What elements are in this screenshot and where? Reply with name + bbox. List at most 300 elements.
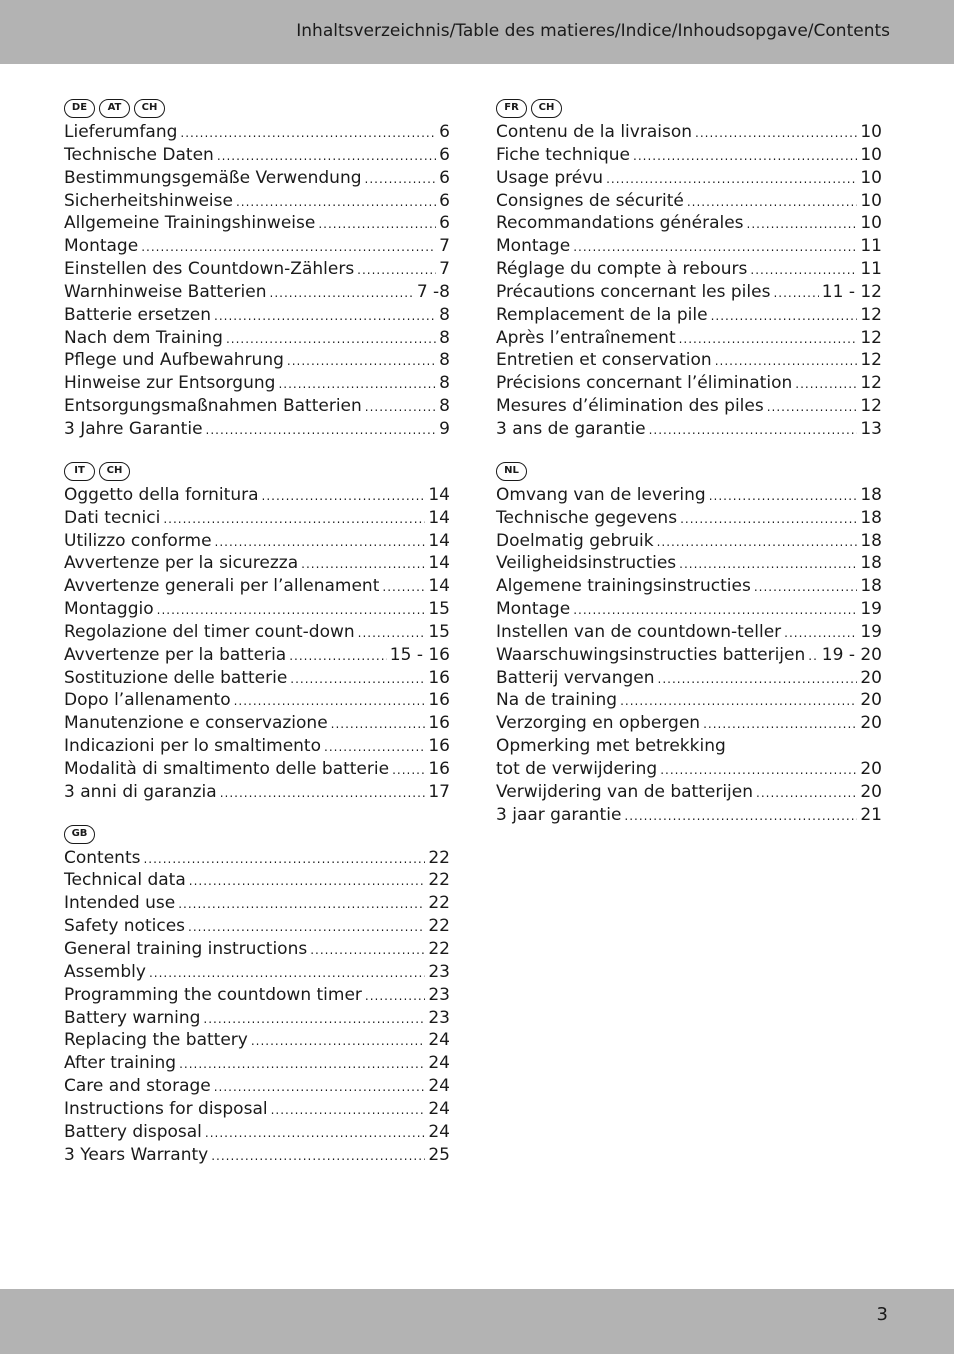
toc-entry-page: 24 <box>428 1053 450 1074</box>
toc-entry-title: Warnhinweise Batterien <box>64 281 267 302</box>
toc-entry-title: Consignes de sécurité <box>496 190 684 211</box>
toc-entry <box>64 667 450 690</box>
dot-leader <box>808 645 819 668</box>
dot-leader <box>290 668 425 691</box>
dot-leader <box>773 282 818 305</box>
toc-entry-page: 18 <box>860 553 882 574</box>
toc-entry-page: 7 -8 <box>416 281 450 302</box>
dot-leader <box>271 1099 426 1122</box>
country-badge: FR <box>496 99 527 118</box>
dot-leader <box>703 713 857 736</box>
dot-leader <box>289 645 387 668</box>
dot-leader <box>214 305 436 328</box>
toc-entry-title: Contenu de la livraison <box>496 122 692 142</box>
toc-entry-page: 7 <box>439 236 450 257</box>
toc-entry-page: 10 <box>860 122 882 142</box>
toc-entry-title: Nach dem Training <box>64 327 223 348</box>
language-badges <box>64 821 450 843</box>
dot-leader <box>214 1076 426 1099</box>
toc-entry-title: Omvang van de levering <box>496 484 706 505</box>
dot-leader <box>695 122 857 145</box>
toc-section <box>496 458 882 827</box>
toc-entry-page: 11 - 12 <box>821 281 882 302</box>
toc-entry <box>496 575 882 598</box>
toc-entry-title: Après l’entraînement <box>496 327 676 348</box>
toc-entry-page: 18 <box>860 576 882 597</box>
toc-entry-title: Einstellen des Countdown-Zählers <box>64 259 355 280</box>
dot-leader <box>633 145 857 168</box>
toc-entry-page: 14 <box>428 576 450 597</box>
toc-entry-page: 6 <box>439 190 450 211</box>
toc-entry-title: Instellen van de countdown-teller <box>496 621 782 642</box>
toc-entry <box>64 144 450 167</box>
toc-entry-page: 23 <box>428 1007 450 1028</box>
toc-section <box>496 95 882 441</box>
toc-entry-page: 23 <box>428 961 450 982</box>
toc-entry-title: Fiche technique <box>496 144 631 165</box>
toc-entry-title: Manutenzione e conservazione <box>64 713 328 734</box>
toc-entry-page: 18 <box>860 484 882 505</box>
toc-section <box>64 458 450 804</box>
dot-leader <box>217 145 436 168</box>
dot-leader <box>660 759 857 782</box>
dot-leader <box>573 599 857 622</box>
toc-entry <box>496 372 882 395</box>
dot-leader <box>301 553 425 576</box>
toc-entry-title: Battery warning <box>64 1007 201 1028</box>
dot-leader <box>141 236 436 259</box>
dot-leader <box>206 419 437 442</box>
toc-entry-title: Indicazioni per lo smaltimento <box>64 736 321 757</box>
dot-leader <box>715 350 858 373</box>
toc-entry <box>64 984 450 1007</box>
toc-entry-title: Batterie ersetzen <box>64 304 212 325</box>
dot-leader <box>679 328 858 351</box>
toc-entry <box>64 212 450 235</box>
toc-entry-page: 15 <box>428 621 450 642</box>
dot-leader <box>767 396 858 419</box>
toc-entry <box>64 484 450 507</box>
toc-entry-page: 16 <box>428 758 450 779</box>
toc-entry <box>64 121 450 144</box>
toc-entry <box>64 1007 450 1030</box>
toc-entry <box>496 281 882 304</box>
toc-entry <box>64 712 450 735</box>
toc-entry-page: 22 <box>428 847 450 868</box>
toc-entry-title: 3 jaar garantie <box>496 804 622 825</box>
country-badge: AT <box>99 99 130 118</box>
dot-leader <box>365 396 436 419</box>
toc-entry <box>64 372 450 395</box>
toc-entry-page: 16 <box>428 690 450 711</box>
toc-entry-title: Regolazione del timer count-down <box>64 621 355 642</box>
toc-entry <box>64 1098 450 1121</box>
toc-entry-page: 24 <box>428 1098 450 1119</box>
toc-entry <box>64 644 450 667</box>
toc-entry-page: 7 <box>439 259 450 280</box>
dot-leader <box>358 622 426 645</box>
toc-entry <box>496 418 882 441</box>
dot-leader <box>234 690 426 713</box>
dot-leader <box>149 962 425 985</box>
dot-leader <box>262 485 426 508</box>
dot-leader <box>287 350 436 373</box>
toc-section <box>64 821 450 1167</box>
toc-entry-title: Na de training <box>496 690 618 711</box>
toc-entry <box>496 258 882 281</box>
toc-entry <box>64 892 450 915</box>
toc-entry <box>496 712 882 735</box>
toc-entry <box>64 938 450 961</box>
toc-entry-title: Dopo l’allenamento <box>64 690 231 711</box>
dot-leader <box>365 168 437 191</box>
toc-entry-title: Instructions for disposal <box>64 1098 268 1119</box>
toc-entry-page: 22 <box>428 870 450 891</box>
toc-entry <box>64 235 450 258</box>
toc-entry-title: Remplacement de la pile <box>496 304 708 325</box>
toc-entry-page: 18 <box>860 507 882 528</box>
toc-entry <box>496 121 882 144</box>
toc-entry-title: Entsorgungsmaßnahmen Batterien <box>64 396 362 417</box>
dot-leader <box>709 485 858 508</box>
dot-leader <box>220 782 426 805</box>
toc-entry <box>64 961 450 984</box>
toc-entry-title: Batterij vervangen <box>496 667 655 688</box>
toc-entry <box>64 1029 450 1052</box>
toc-entry <box>64 349 450 372</box>
toc-entry <box>64 530 450 553</box>
toc-entry-title: Technische gegevens <box>496 507 678 528</box>
toc-entry <box>496 484 882 507</box>
toc-entry-page: 10 <box>860 167 882 188</box>
toc-entry-title: Avvertenze per la sicurezza <box>64 553 299 574</box>
toc-entry-page: 21 <box>860 804 882 825</box>
dot-leader <box>179 1053 425 1076</box>
country-badge: NL <box>496 462 527 481</box>
toc-entry-title: 3 Jahre Garantie <box>64 418 203 439</box>
toc-entry <box>64 258 450 281</box>
toc-entry-title: Replacing the battery <box>64 1030 248 1051</box>
dot-leader <box>784 622 857 645</box>
dot-leader <box>573 236 857 259</box>
toc-entry <box>496 212 882 235</box>
toc-entry <box>64 1075 450 1098</box>
toc-entry <box>496 804 882 827</box>
toc-entry <box>64 1052 450 1075</box>
country-badge: GB <box>64 825 95 844</box>
dot-leader <box>215 531 426 554</box>
toc-entry-title: Care and storage <box>64 1076 211 1097</box>
toc-section <box>64 95 450 441</box>
page-title: Inhaltsverzeichnis/Table des matieres/Indice/Inhoudsopgave/Contents <box>296 21 890 41</box>
country-badge: CH <box>531 99 562 118</box>
dot-leader <box>324 736 425 759</box>
dot-leader <box>747 213 858 236</box>
toc-entry-page: 20 <box>860 690 882 711</box>
country-badge: DE <box>64 99 95 118</box>
toc-entry-page: 8 <box>439 373 450 394</box>
toc-entry-page: 22 <box>428 893 450 914</box>
toc-entry-page: 10 <box>860 213 882 234</box>
toc-entry-page: 8 <box>439 327 450 348</box>
toc-entry <box>496 167 882 190</box>
toc-entry <box>64 507 450 530</box>
dot-leader <box>203 1008 425 1031</box>
toc-entry-page: 23 <box>428 984 450 1005</box>
toc-entry-page: 20 <box>860 781 882 802</box>
language-badges <box>496 95 882 117</box>
toc-entry <box>64 689 450 712</box>
toc-entry <box>64 418 450 441</box>
dot-leader <box>795 373 857 396</box>
toc-entry <box>496 190 882 213</box>
toc-entry <box>64 190 450 213</box>
toc-entry <box>496 530 882 553</box>
toc-entry <box>496 667 882 690</box>
dot-leader <box>711 305 858 328</box>
toc-entry-title: Modalità di smaltimento delle batterie <box>64 758 390 779</box>
dot-leader <box>180 122 436 145</box>
toc-entry-page: 18 <box>860 530 882 551</box>
toc-entry-title: Allgemeine Trainingshinweise <box>64 213 316 234</box>
toc-entry <box>496 235 882 258</box>
toc-entry-title: tot de verwijdering <box>496 758 658 779</box>
toc-entry-page: 14 <box>428 553 450 574</box>
toc-entry-title: Waarschuwingsinstructies batterijen <box>496 644 806 665</box>
toc-entry <box>496 552 882 575</box>
toc-entry <box>64 915 450 938</box>
toc-entry-page: 11 <box>860 236 882 257</box>
toc-entry-title: Pflege und Aufbewahrung <box>64 350 284 371</box>
toc-entry-page: 16 <box>428 736 450 757</box>
toc-entry-page: 12 <box>860 350 882 371</box>
dot-leader <box>392 759 425 782</box>
dot-leader <box>606 168 857 191</box>
toc-entry-title: Algemene trainingsinstructies <box>496 576 751 597</box>
toc-entry-title: Précautions concernant les piles <box>496 281 771 302</box>
toc-entry <box>496 349 882 372</box>
toc-entry-title: Battery disposal <box>64 1121 202 1142</box>
toc-entry-page: 24 <box>428 1076 450 1097</box>
toc-entry-page: 24 <box>428 1030 450 1051</box>
dot-leader <box>310 939 425 962</box>
dot-leader <box>211 1145 425 1168</box>
toc-entry <box>496 644 882 667</box>
toc-entry <box>64 395 450 418</box>
toc-entry <box>496 689 882 712</box>
toc-entry-title: Dati tecnici <box>64 507 161 528</box>
toc-entry-page: 14 <box>428 484 450 505</box>
dot-leader <box>189 870 426 893</box>
toc-entry-page: 24 <box>428 1121 450 1142</box>
toc-entry-page: 12 <box>860 396 882 417</box>
language-badges <box>64 95 450 117</box>
dot-leader <box>188 916 425 939</box>
toc-entry-page: 10 <box>860 190 882 211</box>
toc-entry-title: Recommandations générales <box>496 213 744 234</box>
toc-entry <box>64 304 450 327</box>
toc-entry-page: 17 <box>428 781 450 802</box>
toc-entry-title: Doelmatig gebruik <box>496 530 654 551</box>
toc-entry-title: Assembly <box>64 961 146 982</box>
toc-entry-title: Hinweise zur Entsorgung <box>64 373 276 394</box>
toc-entry-title: Précisions concernant l’élimination <box>496 373 793 394</box>
toc-entry <box>64 598 450 621</box>
toc-entry <box>496 144 882 167</box>
toc-entry <box>496 507 882 530</box>
country-badge: CH <box>134 99 165 118</box>
header-bar <box>0 0 954 64</box>
toc-entry <box>64 847 450 870</box>
dot-leader <box>620 690 857 713</box>
toc-entry-page: 14 <box>428 507 450 528</box>
toc-entry-title: Veiligheidsinstructies <box>496 553 677 574</box>
toc-entry-title: Intended use <box>64 893 176 914</box>
toc-entry <box>64 167 450 190</box>
toc-entry <box>64 869 450 892</box>
toc-entry-page: 12 <box>860 304 882 325</box>
dot-leader <box>657 531 858 554</box>
toc-entry-title: Verzorging en opbergen <box>496 713 701 734</box>
toc-entry-title: After training <box>64 1053 177 1074</box>
toc-entry-page: 19 <box>860 599 882 620</box>
toc-entry <box>64 621 450 644</box>
toc-entry <box>496 598 882 621</box>
dot-leader <box>226 328 436 351</box>
dot-leader <box>680 508 857 531</box>
toc-entry-page: 9 <box>439 418 450 439</box>
dot-leader <box>270 282 414 305</box>
dot-leader <box>143 848 425 871</box>
toc-entry-title: Montaggio <box>64 599 154 620</box>
toc-entry-title: Avvertenze generali per l’allenament <box>64 576 380 597</box>
toc-entry-page: 16 <box>428 667 450 688</box>
toc-entry-title: Technische Daten <box>64 144 214 165</box>
dot-leader <box>382 576 425 599</box>
toc-entry-title: Entretien et conservation <box>496 350 712 371</box>
toc-entry-page: 6 <box>439 213 450 234</box>
language-badges <box>64 458 450 480</box>
dot-leader <box>679 553 857 576</box>
toc-entry-page: 20 <box>860 667 882 688</box>
toc-entry-page: 10 <box>860 144 882 165</box>
toc-entry-page: 11 <box>860 259 882 280</box>
toc-entry-title: Verwijdering van de batterijen <box>496 781 754 802</box>
toc-entry-page: 12 <box>860 327 882 348</box>
toc-entry-title: Mesures d’élimination des piles <box>496 396 764 417</box>
toc-entry-title: 3 ans de garantie <box>496 418 646 439</box>
toc-entry <box>496 781 882 804</box>
toc-entry-title: Montage <box>496 236 571 257</box>
dot-leader <box>251 1030 426 1053</box>
dot-leader <box>236 191 436 214</box>
toc-entry <box>496 735 882 758</box>
toc-entry-title: Montage <box>496 599 571 620</box>
footer-bar <box>0 1289 954 1354</box>
toc-entry-title: Bestimmungsgemäße Verwendung <box>64 167 362 188</box>
dot-leader <box>163 508 425 531</box>
dot-leader <box>750 259 857 282</box>
dot-leader <box>754 576 858 599</box>
toc-entry-title: Oggetto della fornitura <box>64 484 259 505</box>
toc-entry-page: 6 <box>439 144 450 165</box>
toc-entry-page: 19 <box>860 621 882 642</box>
toc-entry-page: 6 <box>439 122 450 142</box>
toc-entry <box>64 281 450 304</box>
dot-leader <box>658 668 858 691</box>
toc-entry-page: 22 <box>428 939 450 959</box>
toc-entry-page: 20 <box>860 713 882 734</box>
toc-entry-title: General training instructions <box>64 939 308 959</box>
toc-entry <box>64 327 450 350</box>
toc-entry-title: Opmerking met betrekking <box>496 736 726 757</box>
page-number: 3 <box>876 1304 888 1325</box>
toc-entry-page: 8 <box>439 396 450 417</box>
toc-entry-title: Safety notices <box>64 916 186 937</box>
toc-entry <box>496 621 882 644</box>
toc-entry-title: Lieferumfang <box>64 122 178 142</box>
toc-entry-page: 13 <box>860 418 882 439</box>
dot-leader <box>624 805 857 828</box>
toc-entry-title: Sicherheitshinweise <box>64 190 233 211</box>
toc-entry-title: Programming the countdown timer <box>64 984 362 1005</box>
toc-entry-page: 14 <box>428 530 450 551</box>
toc-entry-page: 6 <box>439 167 450 188</box>
toc-entry <box>64 552 450 575</box>
dot-leader <box>318 213 436 236</box>
toc-entry-page: 16 <box>428 713 450 734</box>
toc-entry-page: 15 <box>428 599 450 620</box>
country-badge: CH <box>99 462 130 481</box>
toc-entry-title: Utilizzo conforme <box>64 530 212 551</box>
toc-entry <box>496 304 882 327</box>
toc-entry-page: 15 - 16 <box>389 644 450 665</box>
toc-entry-page: 20 <box>860 758 882 779</box>
dot-leader <box>649 419 858 442</box>
toc-left-column <box>64 95 450 1183</box>
dot-leader <box>157 599 426 622</box>
toc-entry-title: Sostituzione delle batterie <box>64 667 288 688</box>
country-badge: IT <box>64 462 95 481</box>
dot-leader <box>278 373 436 396</box>
toc-entry-title: Usage prévu <box>496 167 604 188</box>
dot-leader <box>687 191 858 214</box>
toc-entry-page: 19 - 20 <box>821 644 882 665</box>
toc-entry-page: 25 <box>428 1144 450 1165</box>
toc-entry-page: 8 <box>439 350 450 371</box>
toc-entry-page: 12 <box>860 373 882 394</box>
toc-right-column <box>496 95 882 843</box>
toc-entry-title: Avvertenze per la batteria <box>64 644 287 665</box>
dot-leader <box>357 259 436 282</box>
toc-entry <box>64 758 450 781</box>
dot-leader <box>365 985 425 1008</box>
toc-entry-page: 22 <box>428 916 450 937</box>
toc-entry <box>64 1144 450 1167</box>
language-badges <box>496 458 882 480</box>
toc-entry <box>496 327 882 350</box>
toc-entry-title: Contents <box>64 847 141 868</box>
toc-entry <box>64 781 450 804</box>
toc-entry <box>64 1121 450 1144</box>
dot-leader <box>756 782 857 805</box>
toc-entry <box>496 758 882 781</box>
toc-entry-title: 3 anni di garanzia <box>64 781 217 802</box>
toc-entry-title: Montage <box>64 236 139 257</box>
dot-leader <box>178 893 425 916</box>
toc-entry-title: Technical data <box>64 870 186 891</box>
toc-entry-page: 8 <box>439 304 450 325</box>
